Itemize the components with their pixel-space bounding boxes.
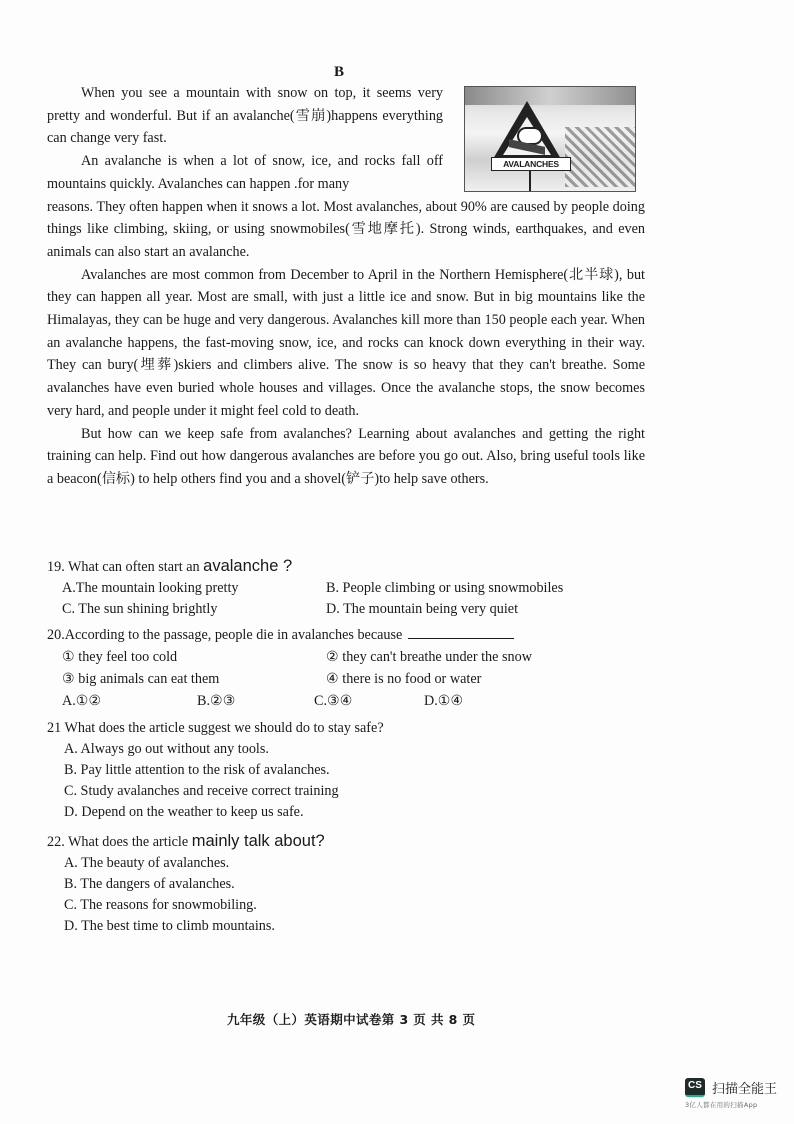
question-21 — [47, 718, 384, 823]
question-20-stem: 20.According to the passage, people die in avalanches because — [47, 624, 626, 646]
question-19-options — [47, 578, 626, 620]
option-b[interactable]: B. The dangers of avalanches. — [64, 876, 235, 892]
option-d[interactable]: D. The mountain being very quiet — [326, 601, 519, 617]
statement-2: ② they can't breathe under the snow — [326, 649, 532, 665]
option-a[interactable]: A.The mountain looking pretty — [62, 580, 239, 596]
paragraph-1-line-3: everything can change very fast. — [47, 107, 444, 147]
question-21-options — [47, 739, 384, 823]
option-b[interactable]: B. Pay little attention to the risk of avalanches. — [64, 762, 330, 778]
question-21-stem: 21 What does the article suggest we should do to stay safe? — [47, 720, 384, 736]
option-c[interactable]: C. Study avalanches and receive correct training — [64, 783, 339, 799]
watermark-tagline: 3亿人都在用的扫描App — [685, 1101, 758, 1109]
option-a[interactable]: A.①② — [62, 693, 102, 709]
paragraph-3: Avalanches are most common from December to April in the Northern Hemisphere(北半球), but they can happen all year. Most are small, with just a little ice and snow. But in big mountains like the Himalayas, they can be huge and very dangerous. Avalanches kill more than 150 people each year. When an avalanche happens, the fast-moving snow, ice, and rocks can knock down everything in their way. They can bury(埋葬)skiers and climbers alive. The snow is so heavy that they can't breathe. Some avalanches have even buried whole houses and villages. Once the avalanche stops, the snow becomes very hard, and people under it might feel cold to death. — [47, 266, 645, 419]
sign-label: AVALANCHES — [491, 157, 571, 171]
paragraph-2-line-1: An avalanche is when a lot of snow, ice, and rocks fall — [81, 153, 421, 170]
question-20-statements — [47, 646, 626, 690]
paragraph-1 — [47, 82, 443, 150]
question-number: 19. — [47, 559, 65, 575]
statement-3: ③ big animals can eat them — [62, 671, 220, 687]
question-19-stem: 19. What can often start an avalanche ? — [47, 557, 293, 575]
question-number: 20. — [47, 627, 65, 643]
option-b[interactable]: B.②③ — [197, 693, 236, 709]
option-d[interactable]: D. Depend on the weather to keep us safe. — [64, 804, 304, 820]
question-22 — [47, 831, 325, 937]
paragraph-1-line-2: very pretty and wonderful. But if an avalanche(雪崩)happens — [47, 85, 444, 124]
reading-passage — [47, 82, 645, 491]
question-20 — [47, 624, 626, 712]
question-22-options — [47, 853, 325, 937]
option-b[interactable]: B. People climbing or using snowmobiles — [326, 580, 564, 596]
option-d[interactable]: D.①④ — [424, 693, 464, 709]
option-d[interactable]: D. The best time to climb mountains. — [64, 918, 275, 934]
question-number: 21 — [47, 720, 62, 736]
answer-blank[interactable] — [408, 624, 514, 639]
paragraph-1-line-1: When you see a mountain with snow on top, it seems — [81, 85, 412, 101]
question-22-stem: 22. What does the article mainly talk about? — [47, 832, 325, 850]
option-a[interactable]: A. The beauty of avalanches. — [64, 855, 230, 871]
question-20-options — [47, 690, 626, 712]
page-footer: 九年级（上）英语期中试卷第 3 页 共 8 页 — [227, 1012, 476, 1027]
paragraph-4: But how can we keep safe from avalanches? Learning about avalanches and getting the right training can help. Find out how dangerous avalanches are before you go out. Also, bring useful tools like a beacon(信标) to help others find you and a shovel(铲子)to help save others. — [47, 425, 645, 487]
camscanner-logo-icon: CS — [685, 1078, 705, 1097]
paragraph-2-line-2: off mountains quickly. Avalanches can happen .for many — [47, 153, 444, 192]
option-c[interactable]: C. The reasons for snowmobiling. — [64, 897, 257, 913]
statement-1: ① they feel too cold — [62, 649, 178, 665]
question-19 — [47, 556, 626, 620]
scanner-watermark — [685, 1078, 790, 1109]
statement-4: ④ there is no food or water — [326, 671, 482, 687]
option-c[interactable]: C. The sun shining brightly — [62, 601, 218, 617]
paragraph-2-top — [47, 150, 443, 195]
paragraph-2-rest: reasons. They often happen when it snows a lot. Most avalanches, about 90% are caused by people doing things like climbing, skiing, or using snowmobiles(雪地摩托). Strong winds, earthquakes, and even animals can also start an avalanche. — [47, 198, 645, 260]
watermark-app-name: 扫描全能王 — [712, 1082, 778, 1097]
section-heading: B — [334, 64, 345, 80]
question-number: 22. — [47, 834, 65, 850]
option-a[interactable]: A. Always go out without any tools. — [64, 741, 269, 757]
option-c[interactable]: C.③④ — [314, 693, 353, 709]
